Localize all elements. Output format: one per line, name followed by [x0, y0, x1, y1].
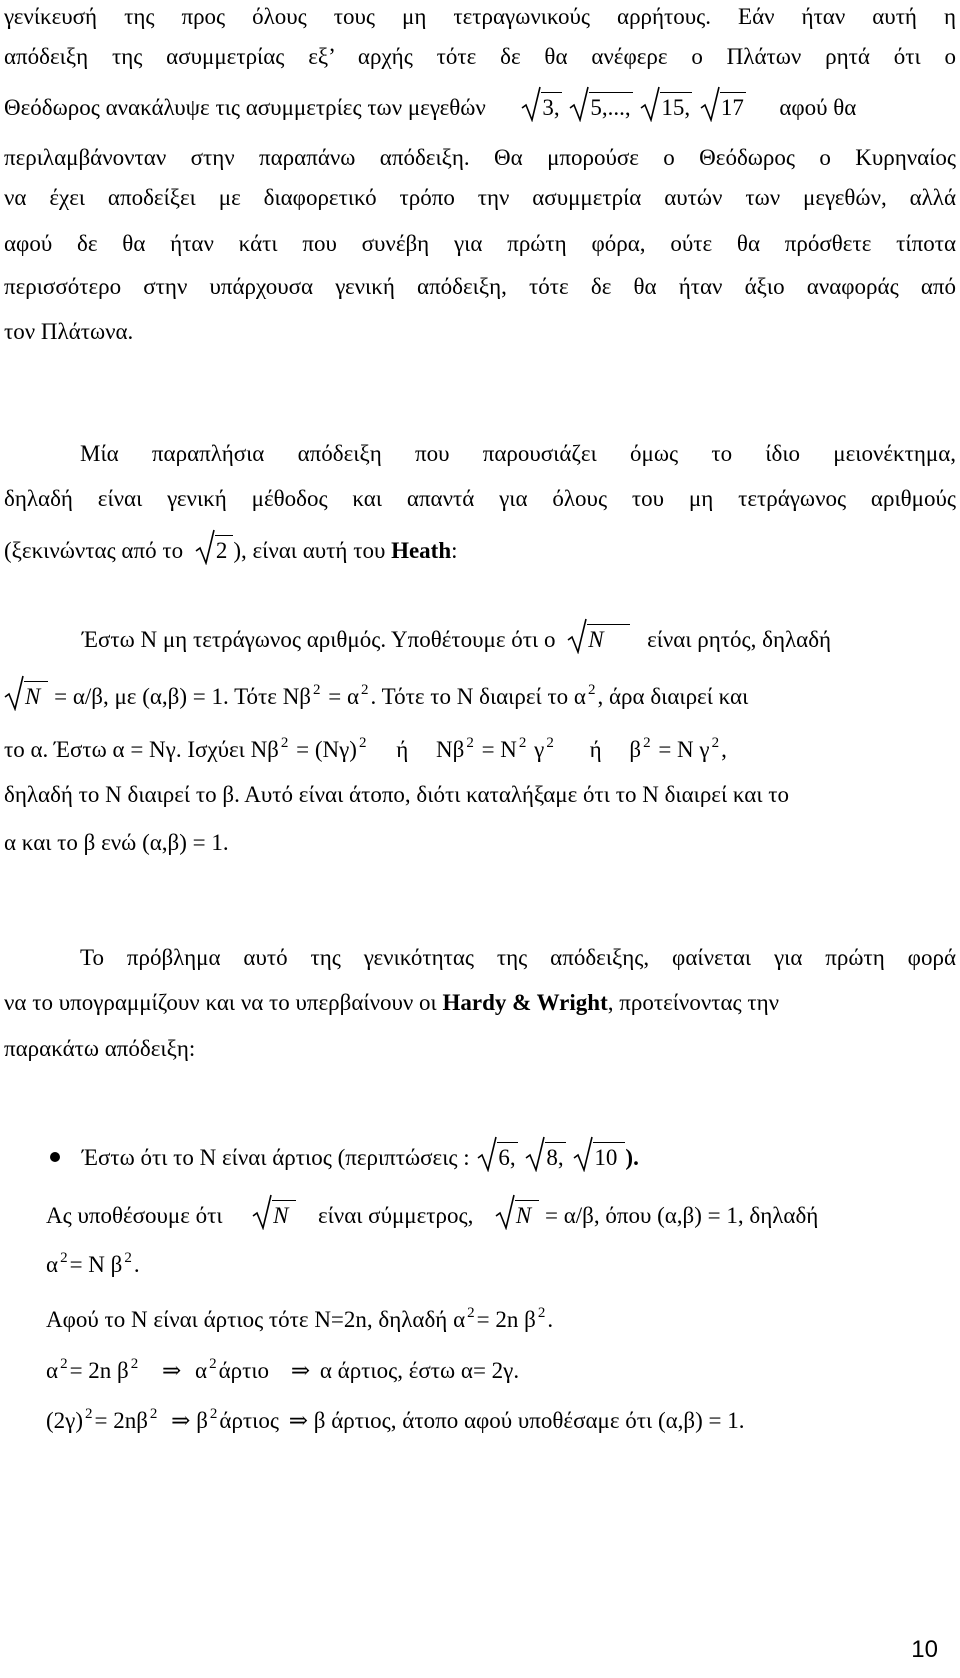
exponent: 2 [643, 735, 651, 751]
text-span: Ας υποθέσουμε ότι [46, 1203, 223, 1228]
text-span: να το υπογραμμίζουν και να το υπερβαίνουν οι [4, 990, 437, 1015]
exponent: 2 [358, 735, 367, 751]
text-span: , άρα διαιρεί και [597, 684, 749, 709]
text-span: άρτιος [219, 1408, 279, 1433]
text-span: Θεόδωρος ανακάλυψε τις ασυμμετρίες των μεγεθών [4, 95, 486, 120]
exponent: 2 [209, 1406, 218, 1422]
text-span: β [196, 1408, 208, 1433]
radicand: N [587, 624, 629, 653]
text-span: β άρτιος, άτοπο αφού υποθέσαμε ότι (α,β) = 1. [313, 1408, 745, 1433]
radical-sign-icon [477, 1136, 497, 1172]
radicand: 10 [593, 1142, 625, 1171]
paragraph-1-line-8: τον Πλάτωνα. [4, 319, 134, 344]
author-names: Hardy & Wright [442, 990, 608, 1015]
exponent: 2 [313, 682, 321, 698]
paragraph-2-line-3 [4, 535, 956, 565]
exponent: 2 [130, 1356, 139, 1372]
paragraph-3-line-1: Το πρόβλημα αυτό της γενικότητας της απόδειξης, φαίνεται για πρώτη φορά [80, 945, 956, 970]
text-span: = 2n β [69, 1358, 129, 1383]
exponent: 2 [209, 1356, 217, 1372]
paragraph-1-line-7: περισσότερο στην υπάρχουσα γενική απόδειξη, τότε δε θα ήταν άξιο αναφοράς από [4, 274, 956, 299]
proof-1-line-1 [82, 624, 960, 654]
exponent: 2 [466, 735, 474, 751]
text-span: είναι σύμμετρος, [317, 1203, 474, 1228]
text-span: ). [625, 1145, 639, 1170]
text-span: Αφού το Ν είναι άρτιος τότε Ν=2n, δηλαδή α [46, 1307, 466, 1332]
square-root [569, 92, 632, 123]
paragraph-1-line-6: αφού δε θα ήταν κάτι που συνέβη για πρώτη φόρα, ούτε θα πρόσθετε τίποτα [4, 231, 956, 256]
text-span: = Ν [481, 737, 517, 762]
square-root [495, 1200, 539, 1231]
text-span: : [451, 538, 458, 563]
text-span: Νβ [436, 737, 465, 762]
proof-2-line-3 [46, 1305, 960, 1335]
text-span: Έστω ότι το Ν είναι άρτιος (περιπτώσεις : [82, 1145, 470, 1170]
exponent: 2 [280, 735, 289, 751]
paragraph-1-line-4: περιλαμβάνονταν στην παραπάνω απόδειξη. Θα μπορούσε ο Θεόδωρος ο Κυρηναίος [4, 145, 956, 170]
text-span: αφού θα [779, 95, 857, 120]
radical-sign-icon [700, 86, 720, 122]
text-span: = 2n β [476, 1307, 536, 1332]
square-root [4, 681, 48, 712]
text-span: α [46, 1252, 59, 1277]
text-span: = α/β, με (α,β) = 1. Τότε Νβ [54, 684, 312, 709]
square-root [477, 1142, 517, 1173]
radicand: 17 [720, 92, 746, 121]
exponent: 2 [124, 1250, 132, 1266]
text-span: α άρτιος, έστω α= 2γ. [319, 1358, 520, 1383]
square-root [567, 624, 629, 655]
text-span: . Τότε το Ν διαιρεί το α [370, 684, 586, 709]
proof-1-line-5: α και το β ενώ (α,β) = 1. [4, 830, 229, 855]
paragraph-2-line-1: Μία παραπλήσια απόδειξη που παρουσιάζει όμως το ίδιο μειονέκτημα, [80, 441, 956, 466]
text-span: = α/β, όπου (α,β) = 1, δηλαδή [544, 1203, 819, 1228]
text-span: = Ν β [69, 1252, 123, 1277]
paragraph-3-line-2 [4, 988, 956, 1018]
bullet-icon [50, 1152, 60, 1162]
exponent: 2 [546, 735, 554, 751]
implies-arrow-icon: ⇒ [288, 1408, 309, 1433]
square-root [195, 535, 234, 566]
text-span: = (Νγ) [296, 737, 357, 762]
proof-1-line-2 [4, 681, 956, 711]
exponent: 2 [60, 1250, 68, 1266]
text-span: β [629, 737, 642, 762]
implies-arrow-icon: ⇒ [162, 1358, 182, 1383]
radical-sign-icon [495, 1194, 515, 1230]
proof-2-line-5 [46, 1406, 960, 1436]
text-span: = α [328, 684, 360, 709]
text-span: = Ν γ [658, 737, 710, 762]
text-span: άρτιο [218, 1358, 270, 1383]
text-span: = 2nβ [94, 1408, 148, 1433]
radicand: 5,..., [589, 92, 632, 121]
exponent: 2 [587, 682, 596, 698]
text-span: ή [396, 737, 409, 762]
exponent: 2 [361, 682, 369, 698]
text-span: . [133, 1252, 140, 1277]
paragraph-1-line-2: απόδειξη της ασυμμετρίας εξ’ αρχής τότε δε θα ανέφερε ο Πλάτων ρητά ότι ο [4, 44, 956, 69]
paragraph-1-line-3 [4, 92, 956, 122]
exponent: 2 [518, 735, 527, 751]
text-span: . [547, 1307, 554, 1332]
radical-sign-icon [569, 86, 589, 122]
proof-2-line-1 [46, 1200, 960, 1230]
proof-2-line-2 [46, 1250, 960, 1280]
paragraph-1-line-5: να έχει αποδείξει με διαφορετικό τρόπο την ασυμμετρία αυτών των μεγεθών, αλλά [4, 185, 956, 210]
page-number: 10 [911, 1636, 938, 1663]
exponent: 2 [149, 1406, 158, 1422]
paragraph-1-line-1: γενίκευσή της προς όλους τους μη τετραγωνικούς αρρήτους. Εάν ήταν αυτή η [4, 4, 956, 29]
text-span: (ξεκινώντας από το [4, 538, 184, 563]
text-span: είναι ρητός, δηλαδή [647, 627, 832, 652]
radicand: N [272, 1200, 296, 1229]
text-span: ή [589, 737, 602, 762]
exponent: 2 [467, 1305, 475, 1321]
square-root [640, 92, 692, 123]
radical-sign-icon [567, 618, 587, 654]
paragraph-3-line-3: παρακάτω απόδειξη: [4, 1036, 196, 1061]
radical-sign-icon [640, 86, 660, 122]
radical-sign-icon [4, 675, 24, 711]
square-root [521, 92, 561, 123]
exponent: 2 [60, 1356, 68, 1372]
author-name: Heath [391, 538, 452, 563]
implies-arrow-icon: ⇒ [290, 1358, 311, 1383]
text-span: , [721, 737, 727, 762]
text-span: ), είναι αυτή του [233, 538, 386, 563]
square-root [525, 1142, 565, 1173]
exponent: 2 [711, 735, 720, 751]
radicand: 15, [660, 92, 692, 121]
text-span: α [46, 1358, 59, 1383]
radicand: 3, [541, 92, 561, 121]
paragraph-2-line-2: δηλαδή είναι γενική μέθοδος και απαντά για όλους του μη τετράγωνος αριθμούς [4, 486, 956, 511]
radicand: 2 [215, 535, 234, 564]
radical-sign-icon [195, 529, 215, 565]
radicand: N [24, 681, 48, 710]
radicand: 6, [497, 1142, 517, 1171]
implies-arrow-icon: ⇒ [171, 1408, 191, 1433]
text-span: (2γ) [46, 1408, 83, 1433]
exponent: 2 [537, 1305, 546, 1321]
proof-1-line-4: δηλαδή το Ν διαιρεί το β. Αυτό είναι άτοπο, διότι καταλήξαμε ότι το Ν διαιρεί και το [4, 782, 790, 807]
text-span: , προτείνοντας την [607, 990, 780, 1015]
radical-sign-icon [525, 1136, 545, 1172]
square-root [700, 92, 746, 123]
text-span: γ [534, 737, 545, 762]
square-root [252, 1200, 296, 1231]
radicand: N [515, 1200, 539, 1229]
text-span: α [195, 1358, 208, 1383]
radicand: 8, [545, 1142, 565, 1171]
radical-sign-icon [573, 1136, 593, 1172]
radical-sign-icon [521, 86, 541, 122]
exponent: 2 [84, 1406, 93, 1422]
text-span: Έστω Ν μη τετράγωνος αριθμός. Υποθέτουμε ότι ο [82, 627, 556, 652]
proof-2-bullet-line [82, 1142, 960, 1172]
radical-sign-icon [252, 1194, 272, 1230]
square-root [573, 1142, 625, 1173]
proof-2-line-4 [46, 1356, 960, 1386]
text-span: το α. Έστω α = Νγ. Ισχύει Νβ [4, 737, 279, 762]
proof-1-line-3 [4, 735, 956, 765]
